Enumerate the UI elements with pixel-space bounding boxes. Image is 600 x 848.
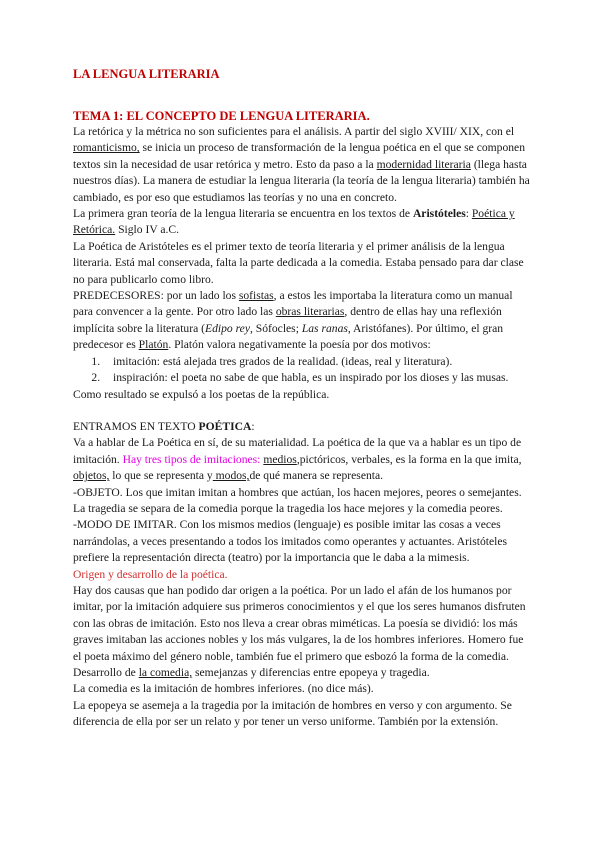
paragraph-desarrollo: Desarrollo de la comedia, semejanzas y diferencias entre epopeya y tragedia. — [73, 666, 430, 679]
paragraph-retorica: La retórica y la métrica no son suficientes para el análisis. A partir del siglo XVIII/ XIX, con el romanticismo, se inicia un proceso de transformación de la lengua poética en el que se componen textos sin la necesidad de usar retórica y metro. Esto da paso a la modernidad literaria (llega hasta nuestros días). La manera de estudiar la lengua literaria (la teoría de la lengua literaria) también ha cambiado, es por eso que estudiamos las teorías y no una en concreto. — [73, 125, 530, 204]
paragraph-objeto: -OBJETO. Los que imitan imitan a hombres que actúan, los hacen mejores, peores o semejantes. La tragedia se separa de la comedia porque la tragedia los hace mejores y la comedia peores. — [73, 485, 522, 515]
document-title: LA LENGUA LITERARIA — [73, 67, 220, 81]
paragraph-imitacion: Va a hablar de La Poética en sí, de su materialidad. La poética de la que va a hablar es un tipo de imitación. Hay tres tipos de imitaciones: medios,pictóricos, verbales, es la forma en la que imita, objetos, lo que se representa y modos,de qué manera se representa. — [73, 436, 522, 483]
paragraph-entramos: ENTRAMOS EN TEXTO POÉTICA: — [73, 419, 255, 433]
motivos-list — [73, 354, 530, 387]
document-page — [73, 66, 530, 731]
paragraph-comedia: La comedia es la imitación de hombres inferiores. (no dice más). — [73, 682, 374, 696]
subheading-origen: Origen y desarrollo de la poética. — [73, 567, 228, 581]
paragraph-modo: -MODO DE IMITAR. Con los mismos medios (lenguaje) es posible imitar las cosas a veces narrándolas, a veces presentando a todos los imitados como operantes y actuantes. Aristóteles prefiere la representación directa (teatro) por la importancia que le daba a la mimesis. — [73, 518, 507, 565]
list-item: 2. inspiración: el poeta no sabe de que habla, es un inspirado por los dioses y las musas. — [103, 370, 530, 386]
paragraph-aristoteles: La primera gran teoría de la lengua literaria se encuentra en los textos de Aristóteles: Poética y Retórica. Siglo IV a.C. — [73, 207, 515, 237]
paragraph-predecesores: PREDECESORES: por un lado los sofistas, a estos les importaba la literatura como un manual para convencer a la gente. Por otro lado las obras literarias, dentro de ellas hay una reflexión implícita sobre la literatura (Edipo rey, Sófocles; Las ranas, Aristófanes). Por último, el gran predecesor es Platón. Platón valora negativamente la poesía por dos motivos: — [73, 289, 513, 352]
paragraph-resultado: Como resultado se expulsó a los poetas de la república. — [73, 387, 330, 401]
paragraph-poetica: La Poética de Aristóteles es el primer texto de teoría literaria y el primer análisis de la lengua literaria. Está mal conservada, falta la parte dedicada a la comedia. Estaba pensado para dar clase no para publicarlo como libro. — [73, 239, 524, 286]
section-heading-tema-1: TEMA 1: EL CONCEPTO DE LENGUA LITERARIA. — [73, 109, 370, 123]
paragraph-causas: Hay dos causas que han podido dar origen a la poética. Por un lado el afán de los humanos por imitar, por la imitación adquiere sus primeros conocimientos y el que los seres humanos disfruten con las obras de imitación. Esto nos lleva a crear obras miméticas. La poesía se dividió: los más graves imitaban las acciones nobles y los más vulgares, la de los hombres inferiores. Homero fue el poeta máximo del género noble, también fue el primero que esbozó la forma de la comedia. — [73, 583, 526, 663]
list-item: 1. imitación: está alejada tres grados de la realidad. (ideas, real y literatura). — [103, 354, 530, 370]
paragraph-epopeya: La epopeya se asemeja a la tragedia por la imitación de hombres en verso y con argumento. Se diferencia de ella por ser un relato y por tener un verso uniforme. También por la extensión. — [73, 698, 512, 729]
spacer — [73, 403, 530, 419]
